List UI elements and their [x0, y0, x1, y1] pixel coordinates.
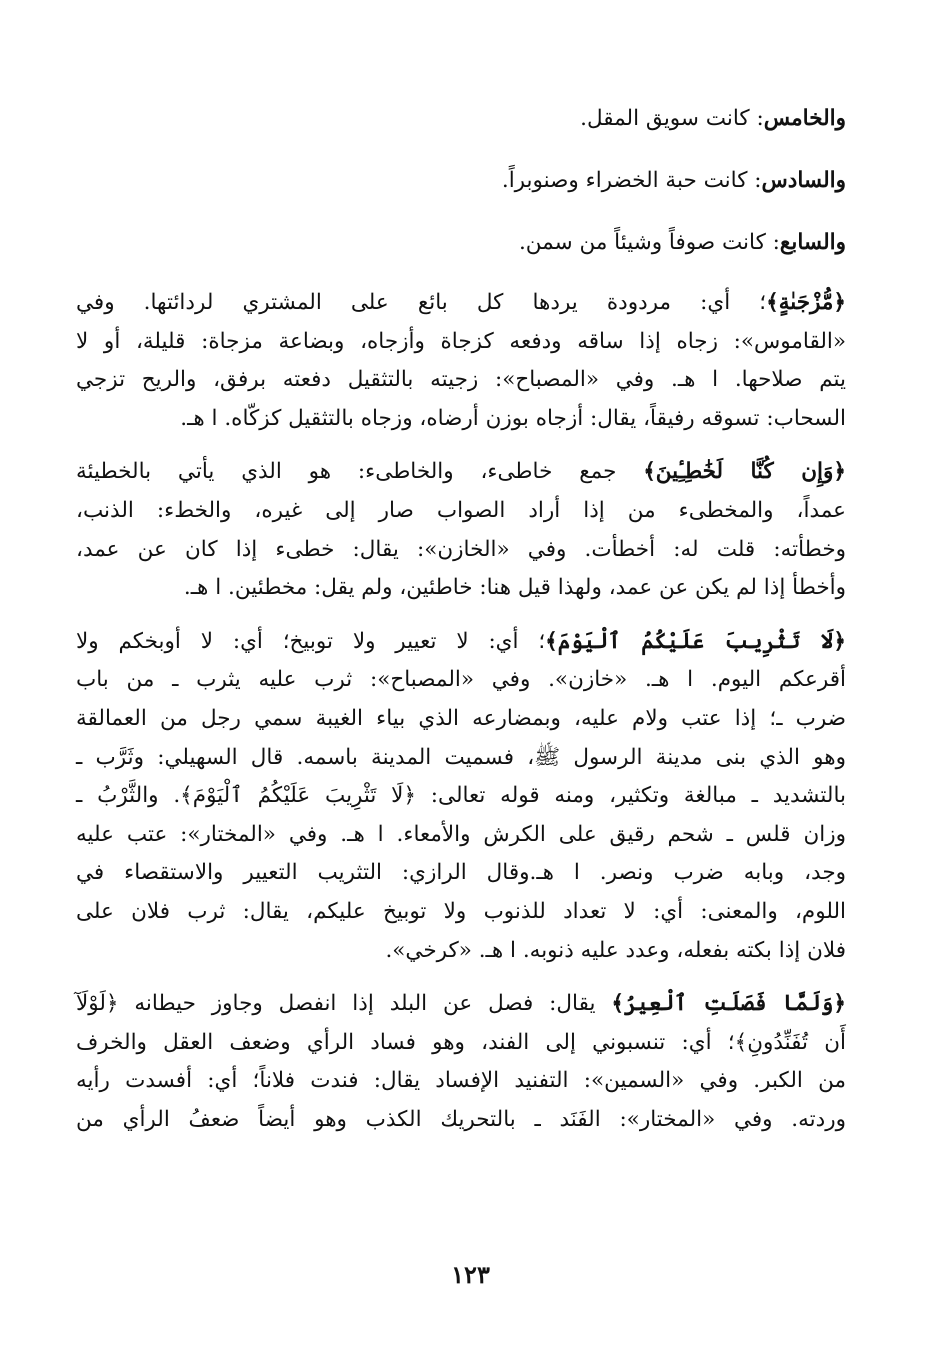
- paragraph-line: وأخطأ إذا لم يكن عن عمد، ولهذا قيل هنا: خاطئين، ولم يقل: مخطئين. ا هـ.: [183, 575, 846, 601]
- label-seventh: والسابع: [779, 230, 846, 255]
- paragraph-line: ﴿وَلَمَّا فَصَلَتِ ٱلْعِيرُ﴾ يقال: فصل عن البلد إذا انفصل وجاوز حيطانه ﴿لَوْلَآ: [76, 991, 846, 1017]
- paragraph-line: يتم صلاحها. ا هـ. وفي «المصباح»: زجيته بالتثقيل دفعته برفق، والريح تزجي: [76, 367, 846, 393]
- paragraph-line: بالتشديد ـ مبالغة وتكثير، ومنه قوله تعالى: ﴿لَا تَثْرِيبَ عَلَيْكُمُ ٱلْيَوْمَ﴾. والثَّرْبُ ـ: [76, 783, 846, 809]
- paragraph-line: اللوم، والمعنى: أي: لا تعداد للذنوب ولا توبيخ عليكم، يقال: ثرب فلان على: [76, 898, 846, 924]
- paragraph-line: فلان إذا بكته بفعله، وعدد عليه ذنوبه. ا هـ. «كرخي».: [385, 937, 846, 963]
- page-body: [76, 88, 846, 1139]
- line-seventh: [76, 212, 846, 274]
- paragraph-tathrib: [76, 623, 846, 970]
- paragraph-line: ضرب ـ؛ إذا عتب ولام عليه، وبمضارعه الذي بياء الغيبة سمي رجل من العمالقة: [76, 705, 846, 731]
- paragraph-line: وردته. وفي «المختار»: الفَنَد ـ بالتحريك الكذب وهو أيضاً ضعفُ الرأي من: [76, 1106, 846, 1132]
- paragraph-fasalat: [76, 985, 846, 1139]
- label-fifth: والخامس: [763, 106, 846, 131]
- paragraph-line: وخطأته: قلت له: أخطأت. وفي «الخازن»: يقال: خطىء إذا كان عن عمد،: [76, 536, 846, 562]
- paragraph-line: عمداً، والمخطىء من إذا أراد الصواب صار إلى غيره، والخطء: الذنب،: [76, 497, 846, 523]
- quran-quote: ﴿وَلَمَّا فَصَلَتِ ٱلْعِيرُ﴾: [611, 991, 846, 1017]
- paragraph-line: ﴿مُّزْجَىٰةٍ﴾؛ أي: مردودة يردها كل بائع على المشتري لردائتها. وفي: [76, 290, 846, 315]
- quran-quote: ﴿لَا تَثْرِيبَ عَلَيْكُمُ ٱلْيَوْمَ﴾: [545, 628, 846, 654]
- paragraph-line: ﴿وَإِن كُنَّا لَخَٰطِـِٔينَ﴾ جمع خاطىء، والخاطىء: هو الذي يأتي بالخطيئة: [76, 459, 846, 485]
- paragraph-muzjat: [76, 284, 846, 438]
- page-number: ١٢٣: [451, 1260, 490, 1289]
- paragraph-line: «القاموس»: زجاه إذا ساقه ودفعه كزجاة وأزجاه، وبضاعة مزجاة: قليلة، أو لا: [76, 328, 846, 354]
- paragraph-line: من الكبر. وفي «السمين»: التفنيد الإفساد يقال: فندت فلاناً؛ أي: أفسدت رأيه: [76, 1068, 846, 1094]
- paragraph-line: السحاب: تسوقه رفيقاً، يقال: أزجاه بوزن أرضاه، وزجاه بالتثقيل كزكّاه. ا هـ.: [180, 405, 846, 431]
- quran-quote: ﴿مُّزْجَىٰةٍ﴾: [766, 290, 846, 315]
- paragraph-line: وجد، وبابه ضرب ونصر. ا هـ.وقال الرازي: التثريب التعيير والاستقصاء في: [76, 860, 846, 886]
- line-fifth: [76, 88, 846, 150]
- text-fifth: : كانت سويق المقل.: [580, 106, 764, 131]
- paragraph-line: أقرعكم اليوم. ا هـ. «خازن». وفي «المصباح»: ثرب عليه يثرب ـ من باب: [76, 667, 846, 693]
- text-seventh: : كانت صوفاً وشيئاً من سمن.: [518, 230, 780, 255]
- paragraph-line: وهو الذي بنى مدينة الرسول ﷺ، فسميت المدينة باسمه. قال السهيلي: وثَرَّب ـ: [76, 744, 846, 770]
- paragraph-khatiin: [76, 453, 846, 607]
- quran-quote: ﴿وَإِن كُنَّا لَخَٰطِـِٔينَ﴾: [643, 459, 846, 485]
- paragraph-line: ﴿لَا تَثْرِيبَ عَلَيْكُمُ ٱلْيَوْمَ﴾؛ أي: لا تعيير ولا توبيخ؛ أي: لا أوبخكم ولا: [76, 628, 846, 654]
- label-sixth: والسادس: [761, 168, 846, 193]
- text-sixth: : كانت حبة الخضراء وصنوبراً.: [501, 168, 762, 193]
- paragraph-line: أَن تُفَنِّدُونِ﴾؛ أي: تنسبوني إلى الفند، وهو فساد الرأي وضعف العقل والخرف: [76, 1029, 846, 1055]
- paragraph-line: وزان قلس ـ شحم رقيق على الكرش والأمعاء. ا هـ. وفي «المختار»: عتب عليه: [76, 821, 846, 847]
- line-sixth: [76, 150, 846, 212]
